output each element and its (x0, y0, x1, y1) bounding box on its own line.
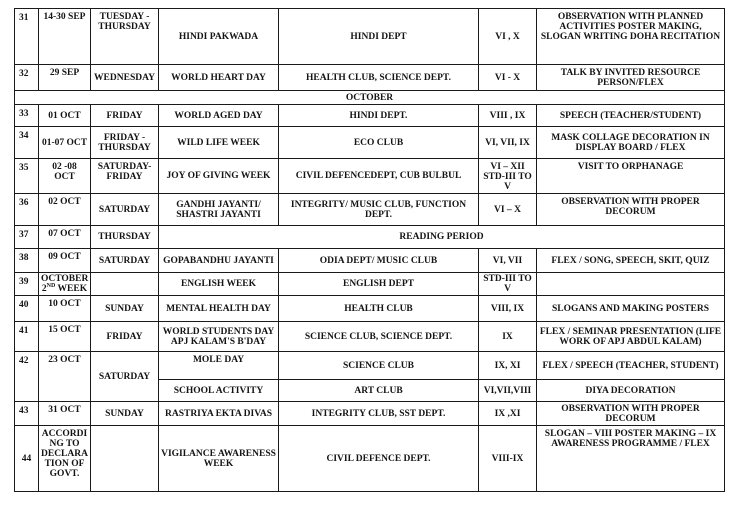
event-cell: MOLE DAY (159, 352, 279, 380)
activity-calendar-table (14, 8, 725, 492)
event-cell: WILD LIFE WEEK (159, 127, 279, 159)
reading-period-cell: READING PERIOD (159, 226, 725, 249)
day-cell: TUESDAY - THURSDAY (91, 9, 159, 65)
day-cell: FRIDAY (91, 105, 159, 127)
table-row (15, 426, 725, 492)
organiser-cell: INTEGRITY/ MUSIC CLUB, FUNCTION DEPT. (279, 194, 479, 226)
organiser-cell: ENGLISH DEPT (279, 273, 479, 296)
class-cell: VIII, IX (479, 296, 537, 322)
day-cell: SATURDAY- FRIDAY (91, 159, 159, 194)
table-row (15, 159, 725, 194)
organiser-cell: SCIENCE CLUB, SCIENCE DEPT. (279, 322, 479, 352)
observation-cell: FLEX / SPEECH (TEACHER, STUDENT) (537, 352, 725, 380)
class-cell: IX (479, 322, 537, 352)
date-cell: ACCORDI NG TO DECLARA TION OF GOVT. (39, 426, 91, 492)
organiser-cell: CIVIL DEFENCE DEPT. (279, 426, 479, 492)
table-row (15, 226, 725, 249)
organiser-cell: HINDI DEPT (279, 9, 479, 65)
event-cell: MENTAL HEALTH DAY (159, 296, 279, 322)
sl-no: 41 (15, 322, 39, 352)
class-cell: IX ,XI (479, 402, 537, 426)
event-cell: WORLD HEART DAY (159, 65, 279, 91)
observation-cell: OBSERVATION WITH PROPER DECORUM (537, 402, 725, 426)
table-row (15, 296, 725, 322)
day-cell: SATURDAY (91, 249, 159, 273)
sl-no: 39 (15, 273, 39, 296)
day-cell: FRIDAY (91, 322, 159, 352)
date-cell: 14-30 SEP (39, 9, 91, 65)
day-cell (91, 426, 159, 492)
event-cell: WORLD AGED DAY (159, 105, 279, 127)
organiser-cell: HEALTH CLUB, SCIENCE DEPT. (279, 65, 479, 91)
date-cell: 29 SEP (39, 65, 91, 91)
observation-cell: DIYA DECORATION (537, 380, 725, 402)
observation-cell: VISIT TO ORPHANAGE (537, 159, 725, 194)
activity-calendar-sheet (14, 8, 724, 492)
month-header-row (15, 91, 725, 105)
date-cell: 23 OCT (39, 352, 91, 402)
observation-cell: MASK COLLAGE DECORATION IN DISPLAY BOARD / FLEX (537, 127, 725, 159)
sl-no: 42 (15, 352, 39, 402)
class-cell: VI, VII (479, 249, 537, 273)
sl-no: 40 (15, 296, 39, 322)
sl-no: 43 (15, 402, 39, 426)
day-cell: FRIDAY - THURSDAY (91, 127, 159, 159)
date-cell: 31 OCT (39, 402, 91, 426)
date-cell: 09 OCT (39, 249, 91, 273)
date-cell: 15 OCT (39, 322, 91, 352)
event-cell: ENGLISH WEEK (159, 273, 279, 296)
table-row (15, 273, 725, 296)
event-cell: WORLD STUDENTS DAY APJ KALAM'S B'DAY (159, 322, 279, 352)
class-cell: STD-III TO V (479, 273, 537, 296)
table-row (15, 9, 725, 65)
observation-cell: OBSERVATION WITH PROPER DECORUM (537, 194, 725, 226)
event-cell: SCHOOL ACTIVITY (159, 380, 279, 402)
date-text-week: WEEK (55, 284, 88, 294)
date-text: OCTOBER 2 (41, 274, 89, 294)
day-cell: SUNDAY (91, 296, 159, 322)
sl-no: 38 (15, 249, 39, 273)
day-cell (91, 273, 159, 296)
table-row (15, 249, 725, 273)
month-label: OCTOBER (15, 91, 725, 105)
event-cell: JOY OF GIVING WEEK (159, 159, 279, 194)
day-cell: SATURDAY (91, 194, 159, 226)
event-cell: GOPABANDHU JAYANTI (159, 249, 279, 273)
class-cell: VI - X (479, 65, 537, 91)
sl-no: 37 (15, 226, 39, 249)
organiser-cell: HINDI DEPT. (279, 105, 479, 127)
observation-cell: OBSERVATION WITH PLANNED ACTIVITIES POSTER MAKING, SLOGAN WRITING DOHA RECITATION (537, 9, 725, 65)
class-cell: VI – XII STD-III TO V (479, 159, 537, 194)
table-row (15, 105, 725, 127)
class-cell: VI , X (479, 9, 537, 65)
organiser-cell: ART CLUB (279, 380, 479, 402)
sl-no: 44 (15, 426, 39, 492)
class-cell: VIII , IX (479, 105, 537, 127)
table-row (15, 127, 725, 159)
date-cell: 01 OCT (39, 105, 91, 127)
table-row (15, 352, 725, 380)
table-row (15, 194, 725, 226)
day-cell: SATURDAY (91, 352, 159, 402)
event-cell: GANDHI JAYANTI/ SHASTRI JAYANTI (159, 194, 279, 226)
date-cell: 02 -08 OCT (39, 159, 91, 194)
date-cell (39, 273, 91, 296)
sl-no: 33 (15, 105, 39, 127)
class-cell: VI, VII, IX (479, 127, 537, 159)
class-cell: IX, XI (479, 352, 537, 380)
event-cell: VIGILANCE AWARENESS WEEK (159, 426, 279, 492)
date-cell: 02 OCT (39, 194, 91, 226)
sl-no: 32 (15, 65, 39, 91)
observation-cell (537, 273, 725, 296)
event-cell: HINDI PAKWADA (159, 9, 279, 65)
day-cell: WEDNESDAY (91, 65, 159, 91)
class-cell: VIII-IX (479, 426, 537, 492)
table-row (15, 65, 725, 91)
sl-no: 36 (15, 194, 39, 226)
organiser-cell: INTEGRITY CLUB, SST DEPT. (279, 402, 479, 426)
day-cell: SUNDAY (91, 402, 159, 426)
sl-no: 34 (15, 127, 39, 159)
day-cell: THURSDAY (91, 226, 159, 249)
date-ordinal: ND (46, 282, 56, 289)
observation-cell: FLEX / SONG, SPEECH, SKIT, QUIZ (537, 249, 725, 273)
date-cell: 01-07 OCT (39, 127, 91, 159)
observation-cell: SLOGAN – VIII POSTER MAKING – IX AWARENESS PROGRAMME / FLEX (537, 426, 725, 492)
observation-cell: TALK BY INVITED RESOURCE PERSON/FLEX (537, 65, 725, 91)
event-cell: RASTRIYA EKTA DIVAS (159, 402, 279, 426)
table-row (15, 402, 725, 426)
sl-no: 31 (15, 9, 39, 65)
class-cell: VI – X (479, 194, 537, 226)
class-cell: VI,VII,VIII (479, 380, 537, 402)
observation-cell: FLEX / SEMINAR PRESENTATION (LIFE WORK OF APJ ABDUL KALAM) (537, 322, 725, 352)
date-cell: 10 OCT (39, 296, 91, 322)
organiser-cell: CIVIL DEFENCEDEPT, CUB BULBUL (279, 159, 479, 194)
sl-no: 35 (15, 159, 39, 194)
date-cell: 07 OCT (39, 226, 91, 249)
organiser-cell: HEALTH CLUB (279, 296, 479, 322)
observation-cell: SPEECH (TEACHER/STUDENT) (537, 105, 725, 127)
organiser-cell: ODIA DEPT/ MUSIC CLUB (279, 249, 479, 273)
table-row (15, 322, 725, 352)
organiser-cell: SCIENCE CLUB (279, 352, 479, 380)
organiser-cell: ECO CLUB (279, 127, 479, 159)
observation-cell: SLOGANS AND MAKING POSTERS (537, 296, 725, 322)
